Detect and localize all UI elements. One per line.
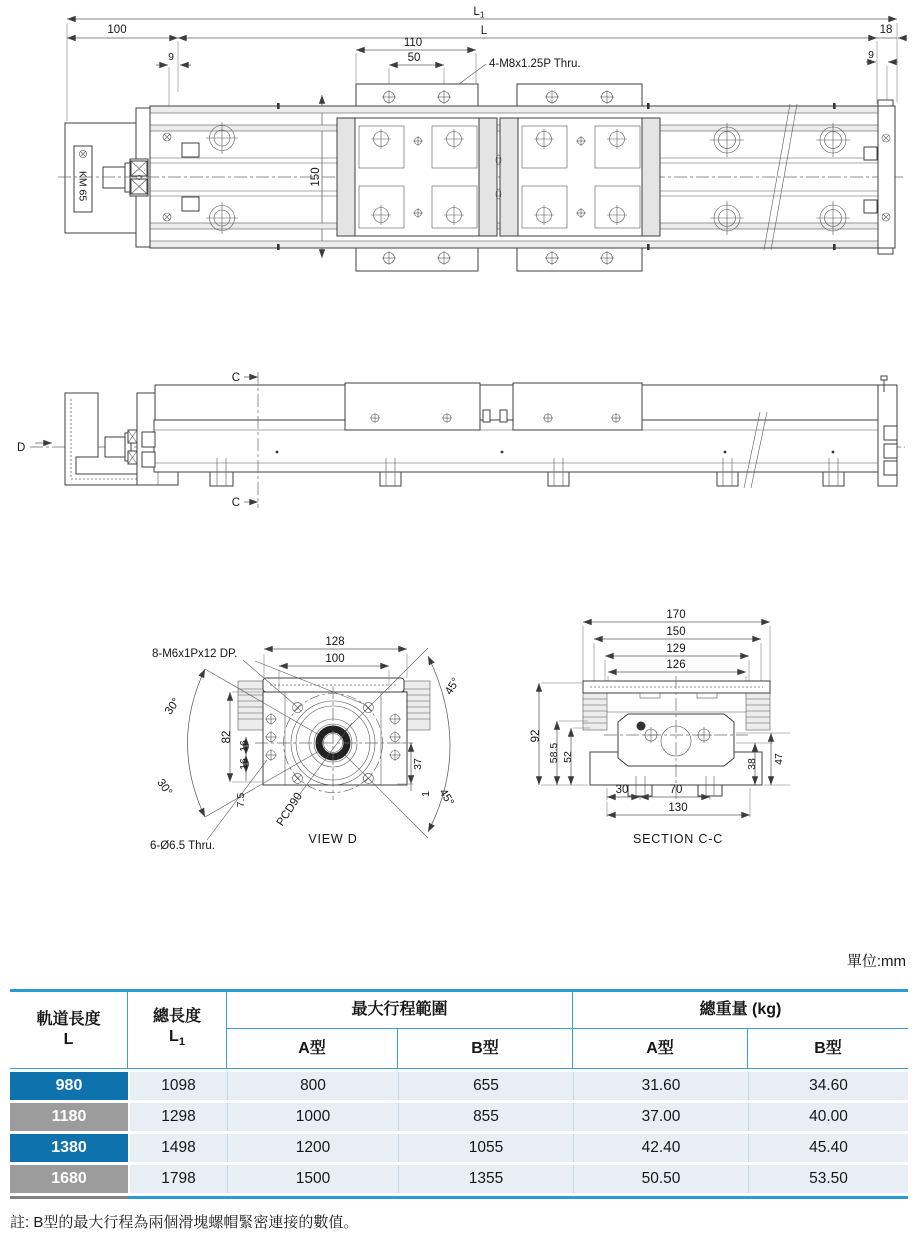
header-total-length: 總長度 $L_1$ [128, 992, 227, 1068]
dim-label-150: 150 [310, 167, 322, 187]
dim-label-58-5: 58.5 [548, 742, 560, 764]
counterbore-holes-left [206, 122, 238, 234]
dim-label-92: 92 [530, 729, 542, 743]
plan-view [58, 6, 906, 271]
angle-label-45-top: 45° [443, 675, 463, 698]
cell-total-length: 1498 [128, 1134, 227, 1162]
cell-stroke-b: 1355 [398, 1165, 573, 1193]
unit-label: 單位:mm [846, 953, 906, 970]
cell-stroke-b: 1055 [398, 1134, 573, 1162]
dim-label-l: L [480, 25, 488, 37]
cell-stroke-b: 855 [398, 1103, 573, 1131]
cell-rail-length: 980 [10, 1072, 128, 1100]
cell-stroke-a: 1000 [227, 1103, 398, 1131]
cell-weight-b: 53.50 [748, 1165, 908, 1193]
view-d [150, 636, 463, 852]
thru-callout: 6-Ø6.5 Thru. [150, 840, 215, 852]
dim-label-9-right: 9 [868, 49, 874, 61]
cell-total-length: 1098 [128, 1072, 227, 1100]
dim-label-16b: 16 [238, 758, 250, 770]
cell-weight-b: 40.00 [748, 1103, 908, 1131]
cell-weight-b: 34.60 [748, 1072, 908, 1100]
dim-label-126: 126 [666, 659, 686, 671]
cell-weight-a: 37.00 [573, 1103, 748, 1131]
cell-weight-a: 31.60 [573, 1072, 748, 1100]
set-screw [637, 722, 646, 731]
dim-label-7-5: 7.5 [235, 792, 247, 808]
spec-table-section [10, 952, 908, 1232]
model-tag [74, 146, 92, 212]
dim-label-52: 52 [562, 751, 574, 763]
tap-callout: 8-M6x1Px12 DP. [152, 648, 238, 660]
cell-rail-length: 1180 [10, 1103, 128, 1131]
dim-label-18: 18 [879, 24, 893, 36]
section-cc-title: SECTION C-C [632, 832, 724, 846]
header-stroke-type-b: B型 [398, 1029, 573, 1068]
dim-label-129: 129 [666, 643, 686, 655]
dim-label-70: 70 [669, 784, 683, 796]
dim-label-100: 100 [107, 24, 127, 36]
view-d-title: VIEW D [308, 832, 358, 846]
table-bottom-border [10, 1196, 908, 1199]
cell-total-length: 1798 [128, 1165, 227, 1193]
dim-label-1: 1 [420, 791, 432, 797]
carriage-1 [337, 118, 497, 236]
angle-label-45-bottom: 45° [436, 786, 456, 809]
dim-label-170: 170 [666, 609, 686, 621]
cell-weight-a: 42.40 [573, 1134, 748, 1162]
cell-stroke-a: 1200 [227, 1134, 398, 1162]
header-stroke-type-a: A型 [227, 1029, 398, 1068]
dim-label-38: 38 [746, 758, 758, 770]
dim-label-30: 30 [615, 784, 629, 796]
dim-label-47: 47 [773, 753, 785, 765]
cell-stroke-a: 1500 [227, 1165, 398, 1193]
table-header [10, 992, 908, 1069]
dim-label-37: 37 [412, 758, 424, 770]
cell-stroke-b: 655 [398, 1072, 573, 1100]
dim-label-9-left: 9 [168, 51, 174, 63]
table-row [10, 1134, 908, 1162]
header-rail-length: 軌道長度 L [10, 992, 128, 1068]
carriage-2 [500, 118, 660, 236]
header-weight-type-a: A型 [573, 1029, 748, 1068]
side-view [17, 372, 905, 509]
cell-total-length: 1298 [128, 1103, 227, 1131]
spec-table [10, 989, 908, 1199]
dim-label-16a: 16 [238, 740, 250, 752]
counterbore-holes-right [710, 123, 850, 235]
cell-rail-length: 1380 [10, 1134, 128, 1162]
header-weight-type-b: B型 [814, 1039, 842, 1057]
cell-weight-a: 50.50 [573, 1165, 748, 1193]
table-row [10, 1072, 908, 1100]
header-weight-group: 總重量 (kg) [573, 992, 908, 1029]
cell-stroke-a: 800 [227, 1072, 398, 1100]
dim-label-130: 130 [668, 802, 688, 814]
angle-label-30-bottom: 30° [154, 777, 175, 799]
table-row [10, 1165, 908, 1193]
angle-label-30-top: 30° [162, 696, 183, 718]
section-c-bottom-label: C [231, 497, 240, 509]
dim-label-50: 50 [407, 52, 421, 64]
model-label: KM 65 [76, 170, 89, 202]
header-stroke-group: 最大行程範圍 [227, 992, 573, 1029]
section-cc [530, 609, 790, 846]
table-row [10, 1103, 908, 1131]
footnote: 註: B型的最大行程為兩個滑塊螺帽緊密連接的數值。 [10, 1214, 359, 1231]
cell-weight-b: 45.40 [748, 1134, 908, 1162]
cell-rail-length: 1680 [10, 1165, 128, 1193]
dim-label-110: 110 [403, 37, 423, 49]
dim-label-128: 128 [325, 636, 345, 648]
pcd-label: PCD90 [274, 790, 305, 829]
view-arrow-d-label: D [17, 442, 26, 454]
thread-callout: 4-M8x1.25P Thru. [489, 58, 581, 70]
dim-label-82: 82 [221, 730, 233, 744]
dim-label-100b: 100 [325, 653, 345, 665]
section-c-top-label: C [231, 372, 240, 384]
dim-label-150b: 150 [666, 626, 686, 638]
dim-label-l1: $L_1$ [473, 6, 485, 20]
